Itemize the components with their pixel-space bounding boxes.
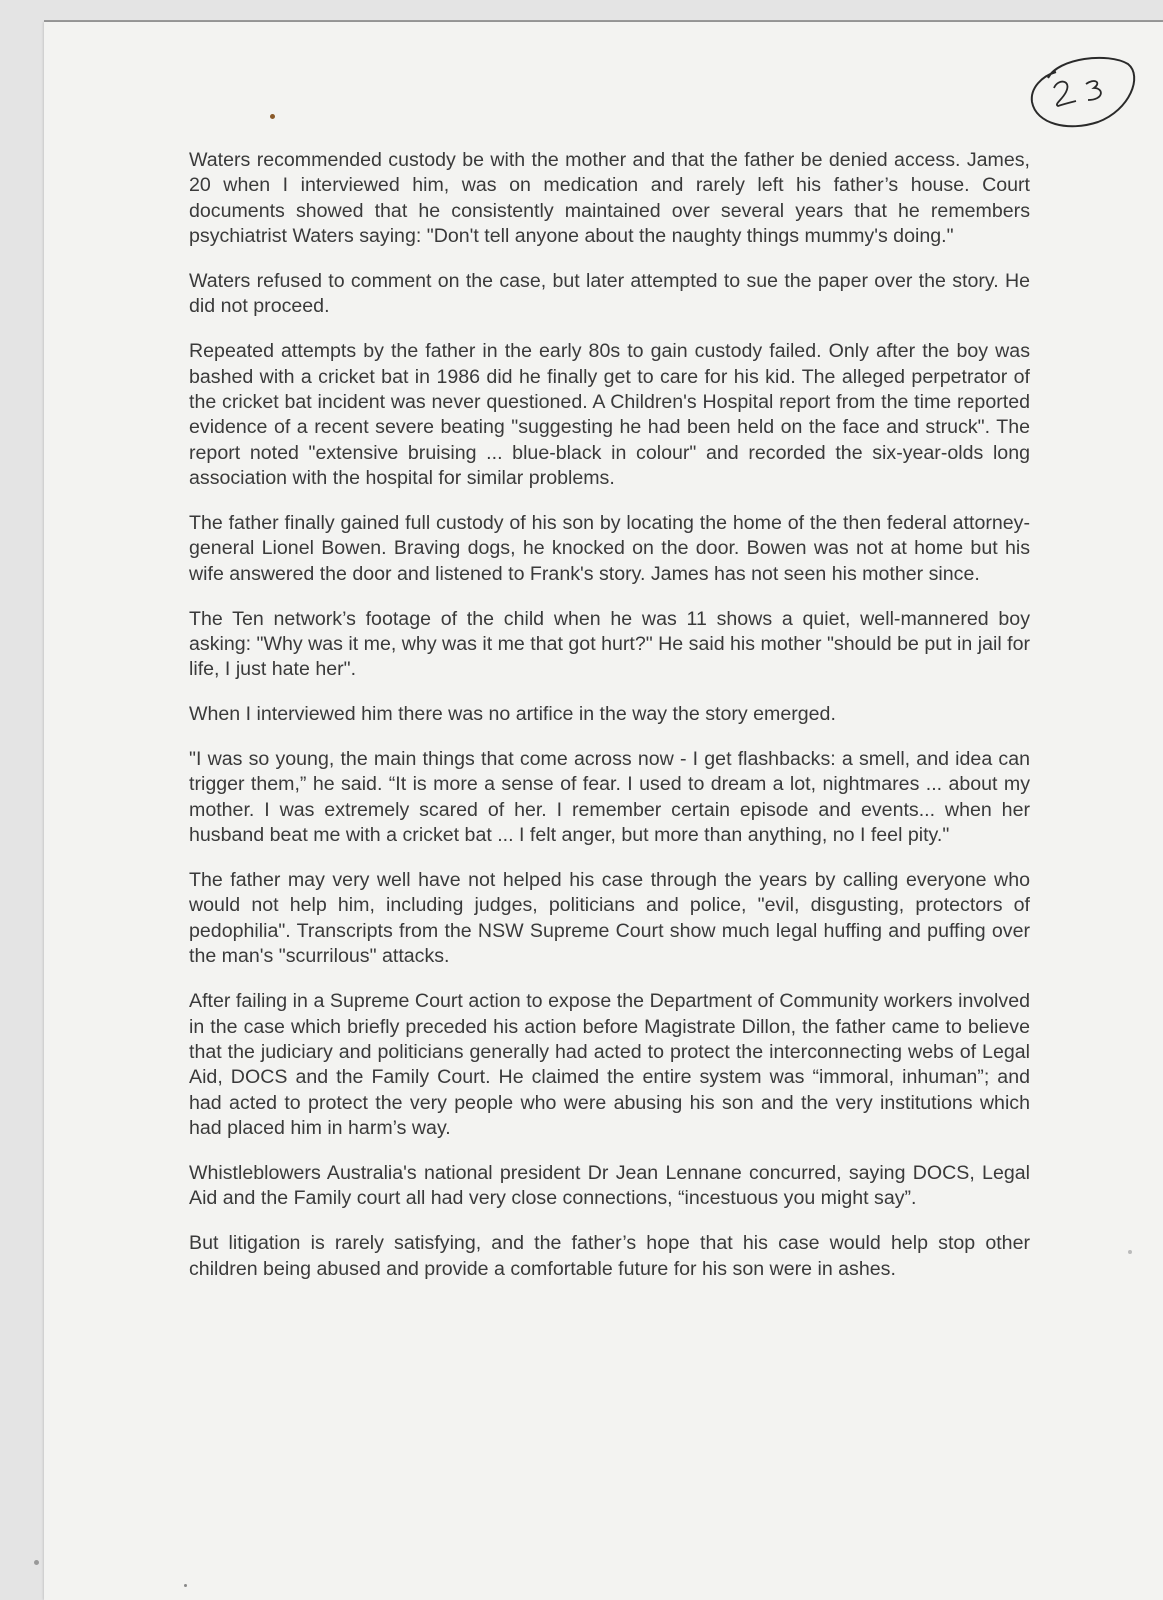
paragraph: After failing in a Supreme Court action to expose the Department of Community workers involved in the case which briefly preceded his action before Magistrate Dillon, the father came to believe that the judiciary and politicians generally had acted to protect the interconnecting webs of Legal Aid, DOCS and the Family Court. He claimed the entire system was “immoral, inhuman”; and had acted to protect the very people who were abusing his son and the very institutions which had placed him in harm’s way. [189, 990, 1030, 1140]
page-number-circle-icon [1028, 48, 1138, 132]
paragraph: Waters recommended custody be with the mother and that the father be denied access. James, 20 when I interviewed him, was on medication and rarely left his father’s house. Court documents showed that he consistently maintained over several years that he remembers psychiatrist Waters saying: "Don't tell anyone about the naughty things mummy's doing." [189, 149, 1030, 248]
paragraph: Repeated attempts by the father in the early 80s to gain custody failed. Only after the boy was bashed with a cricket bat in 1986 did he finally get to care for his kid. The alleged perpetrator of the cricket bat incident was never questioned. A Children's Hospital report from the time reported evidence of a recent severe beating "suggesting he had been held on the face and struck". The report noted "extensive bruising ... blue-black in colour" and recorded the six-year-olds long association with the hospital for similar problems. [189, 340, 1030, 490]
paragraph: When I interviewed him there was no artifice in the way the story emerged. [189, 703, 836, 726]
scan-speck [1128, 1250, 1132, 1254]
paragraph: Whistleblowers Australia's national president Dr Jean Lennane concurred, saying DOCS, Legal Aid and the Family court all had very close connections, “incestuous you might say”. [189, 1161, 1030, 1210]
paragraph: The Ten network’s footage of the child when he was 11 shows a quiet, well-mannered boy asking: "Why was it me, why was it me that got hurt?" He said his mother "should be put in jail for life, I just hate her". [189, 607, 1030, 681]
paragraph: But litigation is rarely satisfying, and the father’s hope that his case would help stop other children being abused and provide a comfortable future for his son were in ashes. [189, 1232, 1030, 1280]
handwritten-page-number [1028, 48, 1138, 132]
scan-speck [34, 1560, 39, 1565]
paragraph: Waters refused to comment on the case, but later attempted to sue the paper over the story. He did not proceed. [189, 270, 1030, 318]
article-body [189, 148, 1030, 1301]
scan-speck [270, 114, 275, 119]
scan-speck [184, 1584, 187, 1587]
paragraph: The father finally gained full custody of his son by locating the home of the then federal attorney-general Lionel Bowen. Braving dogs, he knocked on the door. Bowen was not at home but his wife answered the door and listened to Frank's story. James has not seen his mother since. [189, 512, 1030, 585]
paragraph: "I was so young, the main things that come across now - I get flashbacks: a smell, and idea can trigger them,” he said. “It is more a sense of fear. I used to dream a lot, nightmares ... about my mother. I was extremely scared of her. I remember certain episode and events... when her husband beat me with a cricket bat ... I felt anger, but more than anything, no I feel pity." [189, 748, 1030, 847]
paragraph: The father may very well have not helped his case through the years by calling everyone who would not help him, including judges, politicians and police, "evil, disgusting, protectors of pedophilia". Transcripts from the NSW Supreme Court show much legal huffing and puffing over the man's "scurrilous" attacks. [189, 869, 1030, 968]
